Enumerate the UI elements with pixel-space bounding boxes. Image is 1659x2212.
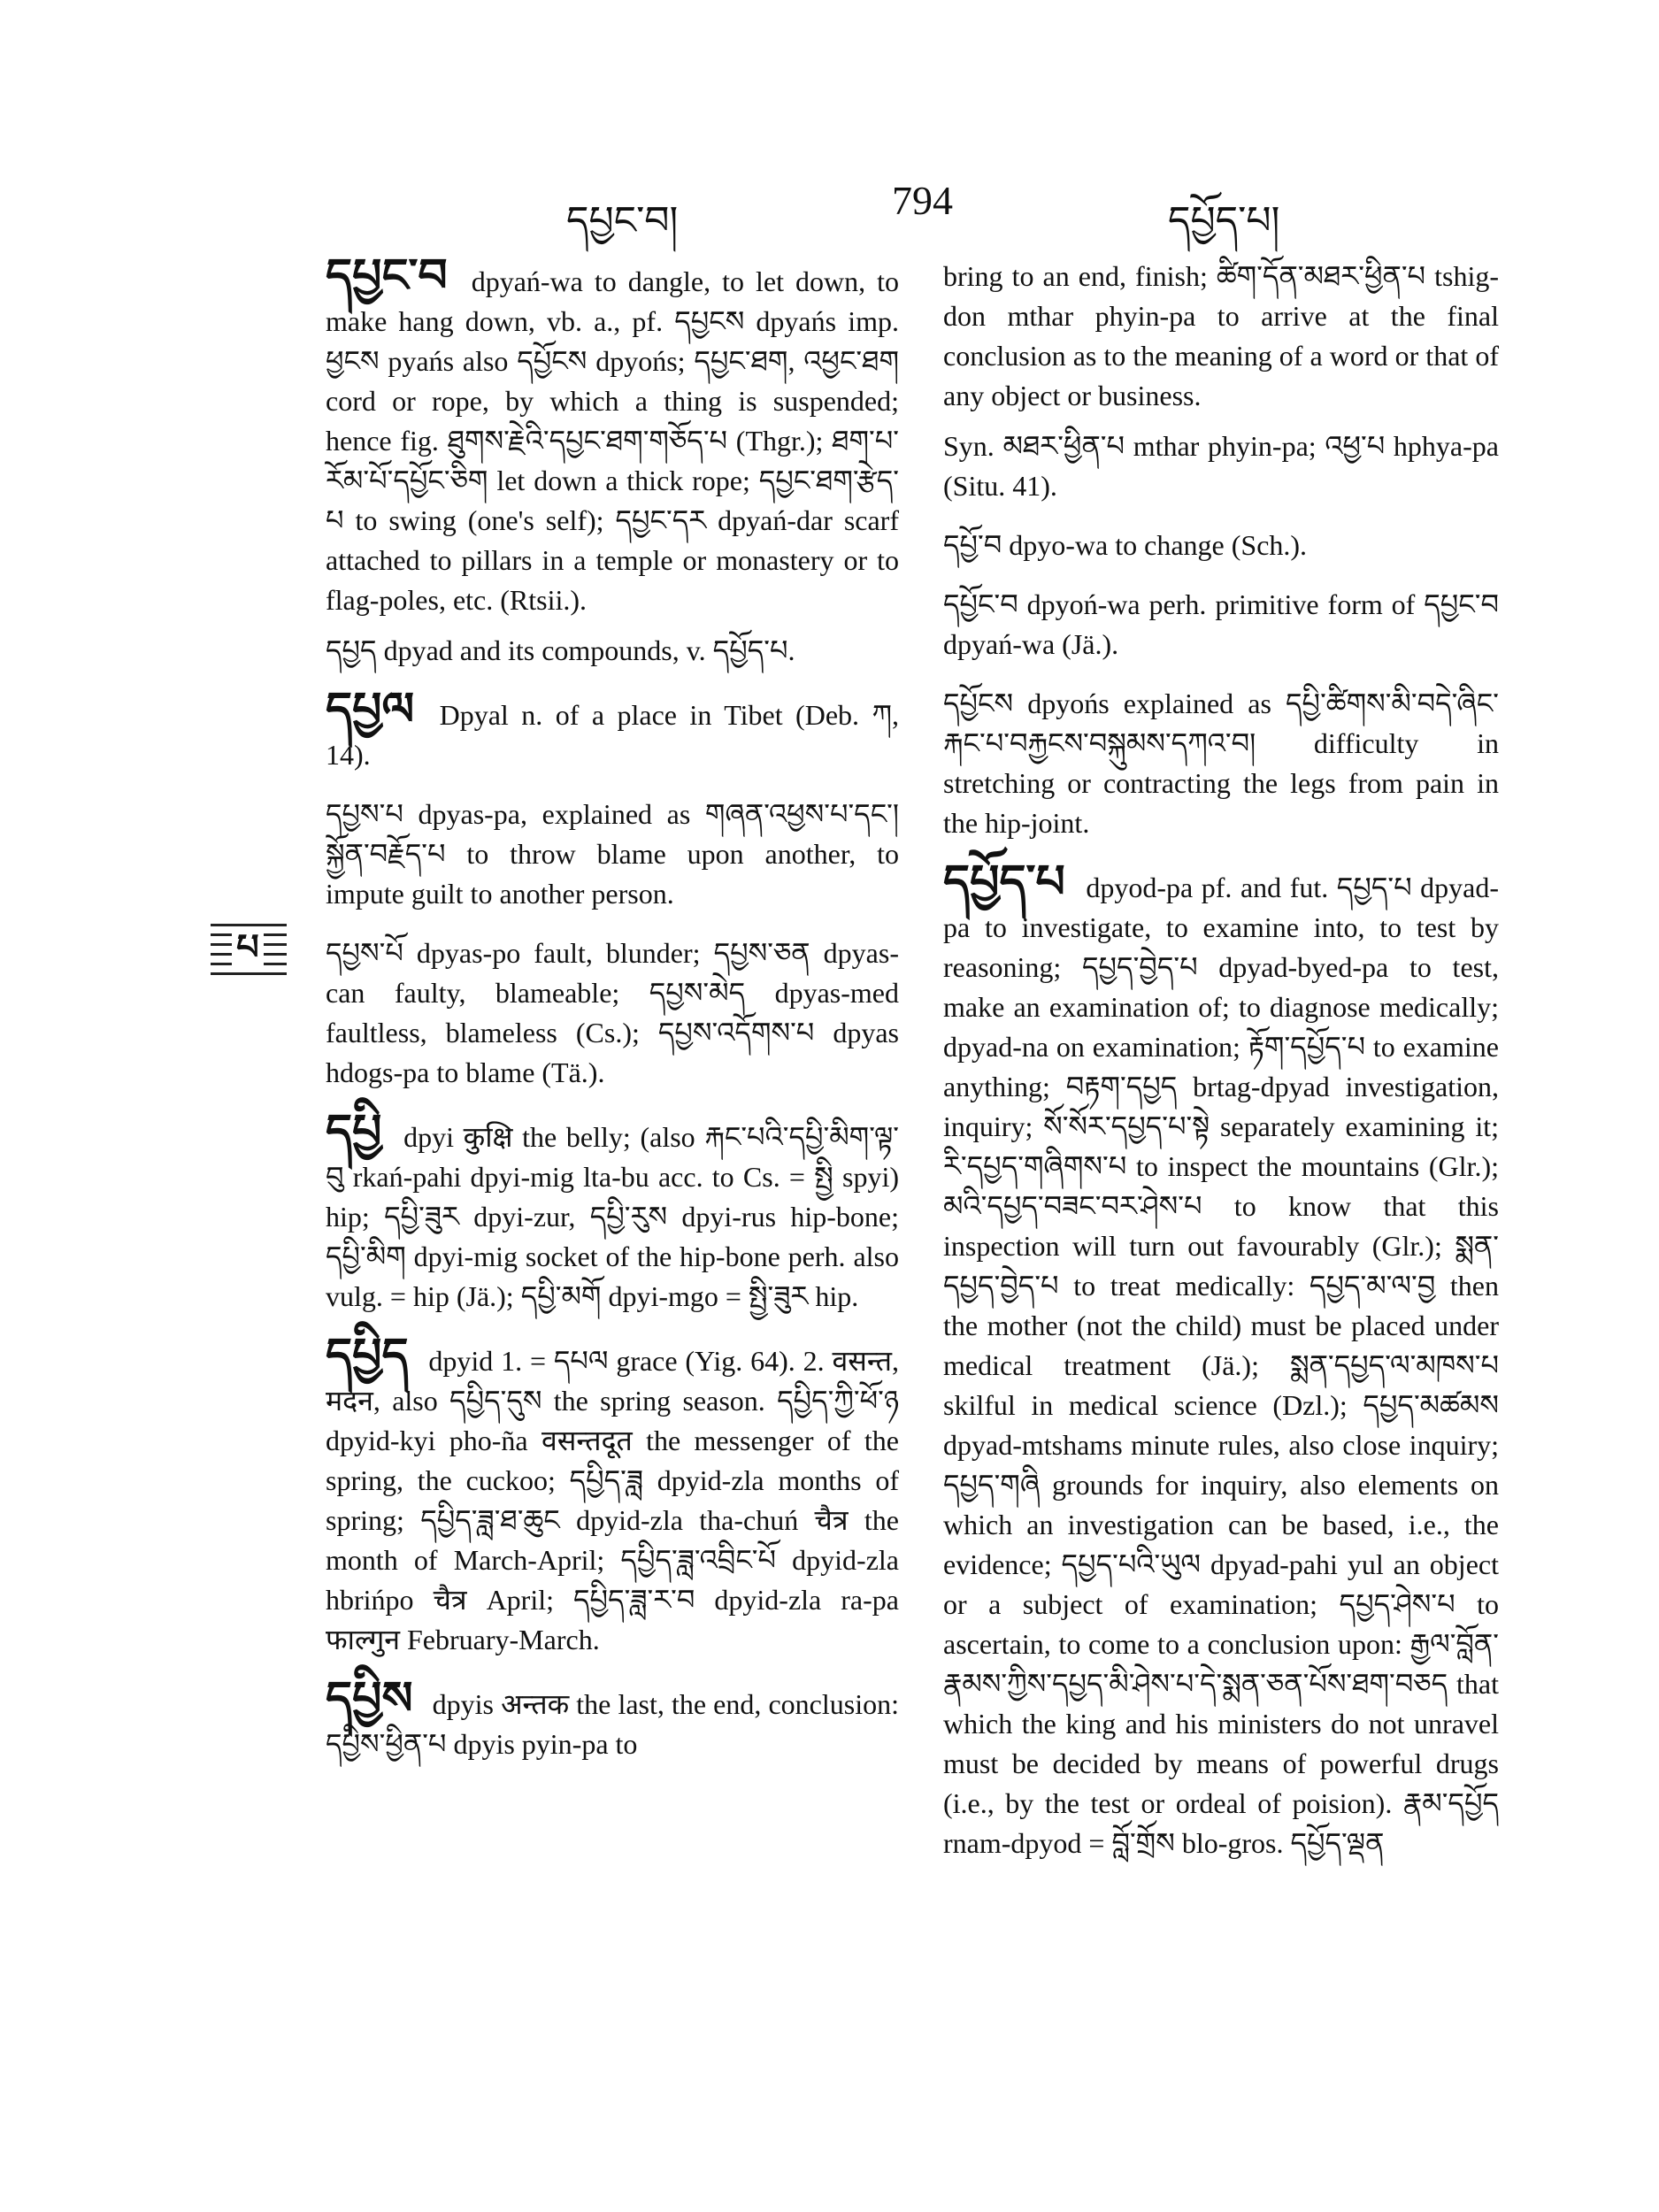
entry-headword: དཔྱོད་པ [943,857,1065,908]
entry-text: dpyi कुक्षि the belly; (also རྐང་པའི་དཔྱི་མིག་ལྟ་བུ rkań-pahi dpyi-mig lta-bu acc. to Cs. = སྤྱི spyi) hip; དཔྱི་ཟུར dpyi-zur, དཔྱི་རུས dpyi-rus hip-bone; དཔྱི་མིག dpyi-mig socket of the hip-bone perh. also vulg. = hip (Jä.); དཔྱི་མགོ dpyi-mgo = སྤྱི་ཟུར hip. [326,1121,899,1312]
entry-text: dpyod-pa pf. and fut. དཔྱད་པ dpyad-pa to investigate, to examine into, to test by reasoning; དཔྱད་བྱེད་པ dpyad-byed-pa to test, make an examination of; to diagnose medically; dpyad-na on examination; རྟོག་དཔྱོད་པ to examine anything; བརྟག་དཔྱད brtag-dpyad investigation, inquiry; སོ་སོར་དཔྱད་པ་སྟེ separately examining it; རི་དཔྱད་གཞིགས་པ to inspect the mountains (Glr.); མའི་དཔྱད་བཟང་བར་ཤེས་པ to know that this inspection will turn out favourably (Glr.); སྨན་དཔྱད་བྱེད་པ to treat medically: དཔྱད་མ་ལ་བྱ then the mother (not the child) must be placed under medical treatment (Jä.); སྨན་དཔྱད་ལ་མཁས་པ skilful in medical science (Dzl.); དཔྱད་མཚམས dpyad-mtshams minute rules, also close inquiry; དཔྱད་གཞི grounds for inquiry, also elements on which an investigation can be based, i.e., the evidence; དཔྱད་པའི་ཡུལ dpyad-pahi yul an object or a subject of examination; དཔྱད་ཤེས་པ to ascertain, to come to a conclusion upon: རྒྱལ་བློན་རྣམས་ཀྱིས་དཔྱད་མི་ཤེས་པ་དེ་སྨན་ཅན་པོས་ཐག་བཅད that which the king and his ministers do not unravel must be decided by means of powerful drugs (i.e., by the test or ordeal of poision). རྣམ་དཔྱོད rnam-dpyod = བློ་གྲོས blo-gros. དཔྱོད་ལྡན [943,872,1499,1859]
dictionary-entry [943,857,1499,1863]
dictionary-entry [326,1674,899,1764]
entry-headword: དཔྱལ [326,685,415,735]
dictionary-entry [326,1107,899,1317]
entry-text: Syn. མཐར་ཕྱིན་པ mthar phyin-pa; འཕྱ་པ hphya-pa (Situ. 41). [943,430,1499,502]
entry-headword: དཔྱི [326,1107,382,1157]
dictionary-entry [326,251,899,620]
entry-headword: དཔྱིད [326,1331,409,1381]
page-number: 794 [892,178,953,223]
dictionary-entry [326,933,899,1093]
dictionary-entry [943,526,1499,565]
entry-text: དཔྱོ་བ dpyo-wa to change (Sch.). [943,529,1308,561]
thumb-index-tab [211,924,287,975]
entry-text: དཔྱད dpyad and its compounds, v. དཔྱོད་པ. [326,634,795,666]
dictionary-entry [943,426,1499,506]
dictionary-entry [326,685,899,775]
entry-text: དཔྱས་པོ dpyas-po fault, blunder; དཔྱས་ཅན dpyas-can faulty, blameable; དཔྱས་མེད dpyas-med faultless, blameless (Cs.); དཔྱས་འདོགས་པ dpyas hdogs-pa to blame (Tä.). [326,937,899,1088]
entry-text: dpyid 1. = དཔལ grace (Yig. 64). 2. वसन्त, मदन, also དཔྱིད་དུས the spring season. དཔྱིད་ཀྱི་ཕོ་ཉ dpyid-kyi pho-ña वसन्तदूत the messenger of the spring, the cuckoo; དཔྱིད་ཟླ dpyid-zla months of spring; དཔྱིད་ཟླ་ཐ་ཆུང dpyid-zla tha-chuń चैत्र the month of March-April; དཔྱིད་ཟླ་འབྲིང་པོ dpyid-zla hbrińpo चैत्र April; དཔྱིད་ཟླ་ར་བ dpyid-zla ra-pa फाल्गुन February-March. [326,1345,899,1655]
entry-headword: དཔྱང་བ [326,251,448,302]
dictionary-entry [943,684,1499,843]
thumb-index-glyph: པ [232,927,264,968]
entry-text: dpyis अन्तक the last, the end, conclusion: དཔྱིས་ཕྱིན་པ dpyis pyin-pa to [326,1688,899,1760]
entry-headword: དཔྱིས [326,1674,413,1724]
dictionary-entry [326,631,899,671]
dictionary-entry [943,585,1499,664]
entry-text: Dpyal n. of a place in Tibet (Deb. ཀ, 14). [326,699,899,771]
entry-text: dpyań-wa to dangle, to let down, to make hang down, vb. a., pf. དཔྱངས dpyańs imp. ཕྱངས pyańs also དཔྱོངས dpyońs; དཔྱང་ཐག, འཕྱང་ཐག cord or rope, by which a thing is suspended; hence fig. ཐུགས་རྗེའི་དཔྱང་ཐག་གཅོད་པ (Thgr.); ཐག་པ་རོམ་པོ་དཔྱོང་ཅིག let down a thick rope; དཔྱང་ཐག་རྩེད་པ to swing (one's self); དཔྱང་དར dpyań-dar scarf attached to pillars in a temple or monastery or to flag-poles, etc. (Rtsii.). [326,265,899,616]
dictionary-entry [326,795,899,914]
entry-text: དཔྱས་པ dpyas-pa, explained as གཞན་འཕྱས་པ་དང་། སྐྱོན་བརྗོད་པ to throw blame upon another, to impute guilt to another person. [326,798,899,910]
entry-text: དཔྱོངས dpyońs explained as དཔྱི་ཚིགས་མི་བདེ་ཞིང་རྐང་པ་བརྐྱངས་བསྐུམས་དཀའ་བ། difficulty in stretching or contracting the legs from pain in the hip-joint. [943,687,1499,839]
running-head-right: དཔྱོད་པ། [1168,199,1280,242]
dictionary-entry [943,257,1499,416]
entry-text: དཔྱོང་བ dpyoń-wa perh. primitive form of དཔྱང་བ dpyań-wa (Jä.). [943,588,1499,660]
running-head-left: དཔྱང་བ། [566,199,679,242]
dictionary-entry [326,1331,899,1660]
left-column [326,251,899,1784]
right-column [943,257,1499,1883]
entry-text: bring to an end, finish; ཚིག་དོན་མཐར་ཕྱིན་པ tshig-don mthar phyin-pa to arrive at the final conclusion as to the meaning of a word or that of any object or business. [943,260,1499,411]
